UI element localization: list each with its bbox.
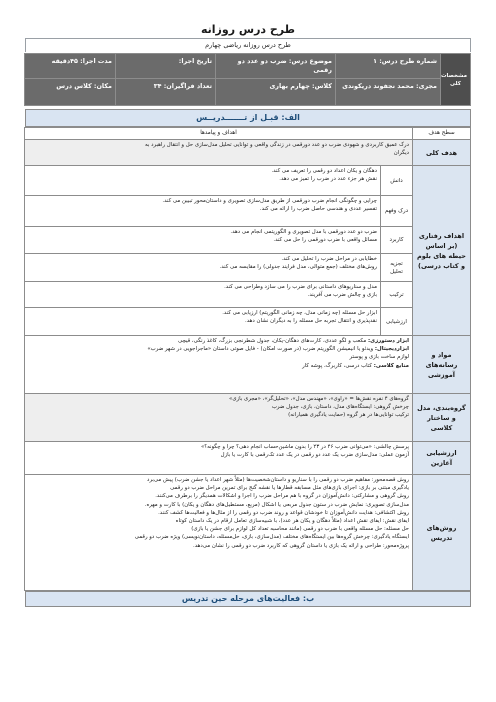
method-line: روش گروهی و مشارکتی: دانش‌آموزان در گروه با هم مراحل ضرب را اجرا و اشکالات همدیگر را برطرف می‌کنند. xyxy=(155,493,409,500)
general-goal-line: درک عمیق کاربردی و شهودی ضرب دو عدد دورقمی در زندگی واقعی و توانایی تحلیل مدل‌سازی حل و انتقال راهبرد به xyxy=(145,142,409,148)
pre-assessment-label: ارزشیابی آغازین xyxy=(413,442,471,475)
teaching-methods-text xyxy=(25,475,413,591)
materials-line xyxy=(28,353,409,361)
bloom-level-evaluation: ارزشیابی xyxy=(381,308,413,336)
level-header: سطح هدف xyxy=(413,128,471,140)
pre-assessment-line: پرسش چالشی: «می‌توانی ضرب ۴۶ در ۲۳ را بدون ماشین‌حساب انجام دهی؟ چرا و چگونه؟» xyxy=(200,444,409,450)
method-line: روش اکتشافی: هدایت دانش‌آموزان تا خودشان قواعد و روند ضرب دو رقمی را از مثال‌ها و فعالیت‌ها کشف کنند. xyxy=(158,509,409,516)
goal-line: ضرب دو عدد دورقمی با مدل تصویری و الگوریتمی انجام می دهد. xyxy=(230,229,377,235)
materials-line-text: کتاب درسی، کاربرگ، پوشه کار xyxy=(302,362,374,369)
materials-line-text: ویدئو یا انیمیشن الگوریتم ضرب (در صورت امکان) - فایل صوتی داستان «ماجراجویی در شهر ضرب» xyxy=(147,346,375,353)
goal-line: نقش هر جزء عدد در ضرب را تمیز می دهد. xyxy=(279,176,377,183)
bloom-row-application xyxy=(25,227,381,254)
class-grade: کلاس: چهارم بهاری xyxy=(216,79,336,106)
section-a-title: الف: قبـل از تـــــــدريــس xyxy=(26,110,471,127)
method-line: پروژه‌محور: طراحی و ارائه یک بازی یا داستان گروهی که کاربرد ضرب دو رقمی را نشان می‌دهد. xyxy=(193,542,409,549)
section-a-heading xyxy=(25,109,471,127)
method-line: یادگیری مبتنی بر بازی: اجرای بازی‌های مثل مسابقه قطارها یا نقشه گنج برای تمرین مراحل ضرب دو رقمی xyxy=(170,485,409,492)
materials-line-bold: منابع کلاسی: xyxy=(373,362,409,369)
teaching-methods-label: روش‌های تدریس xyxy=(413,475,471,591)
duration: مدت اجرا: ۴۵دقیقه xyxy=(25,54,116,79)
materials-line-bold: ابزاردیجیتال: xyxy=(374,346,409,353)
general-goal-text xyxy=(25,140,413,166)
goal-line: دهگان و یکان اعداد دو رقمی را تعریف می کند. xyxy=(271,168,377,174)
goal-line: ابزار حل مسئله (چه زمانی مدل، چه زمانی الگوریتم) ارزیابی می کند. xyxy=(222,310,377,316)
pre-assessment-text xyxy=(25,442,413,475)
bloom-row-analysis xyxy=(25,254,381,282)
goal-line: بازی و چالش ضرب می آفریند. xyxy=(307,292,377,299)
execution-date: تاریخ اجرا: xyxy=(116,54,216,79)
grouping-line: ترکیب توانایی‌ها در هر گروه (حمایت یادگیری همیارانه) xyxy=(288,412,409,419)
materials-line-text: لوازم ساخت بازی و پوستر xyxy=(349,354,409,361)
goals-header: اهداف و پیامدها xyxy=(25,128,413,140)
bloom-row-comprehension xyxy=(25,196,381,227)
general-goal-label: هدف کلی xyxy=(413,140,471,166)
goal-line: روش‌های مختلف (جمع متوالی، مدل فرایند جدولی) را مقایسه می کند. xyxy=(219,264,377,271)
bloom-row-synthesis xyxy=(25,282,381,308)
materials-line xyxy=(28,337,409,345)
document-subtitle: طرح درس روزانه ریاضی چهارم xyxy=(25,38,471,52)
section-b-title: ب: فعالیت‌های مرحله حین تدریس xyxy=(26,592,471,607)
goal-line: مسائل واقعی با ضرب دورقمی را حل می کند. xyxy=(273,237,377,244)
materials-label: مواد و رسانه‌های آموزشی xyxy=(413,336,471,394)
goal-line: چرایی و چگونگی انجام ضرب دورقمی از طریق مدل‌سازی تصویری و داستان‌محور تبیین می کند. xyxy=(162,198,377,204)
goal-line: مدل و سناریوهای داستانی برای ضرب را می سازد وطراحی می کند. xyxy=(224,284,377,290)
bloom-row-knowledge xyxy=(25,166,381,196)
materials-line xyxy=(28,362,409,370)
bloom-level-application: کاربرد xyxy=(381,227,413,254)
grouping-label: گروه‌بندی، مدل و ساختار کلاسی xyxy=(413,394,471,442)
materials-text xyxy=(25,336,413,394)
meta-side-label: مشخصات کلی xyxy=(441,54,471,106)
materials-line-text: مکعب و لگو عددی، کارت‌های دهگان-یکان، جدول شطرنجی بزرگ، کاغذ رنگی، قیچی xyxy=(178,338,368,344)
materials-line xyxy=(28,345,409,353)
bloom-row-evaluation xyxy=(25,308,381,336)
teacher-name: مجری: محمد نجفوند دریکوندی xyxy=(336,79,441,106)
bloom-level-synthesis: ترکیب xyxy=(381,282,413,308)
method-line: روش قصه‌محور: مفاهیم ضرب دو رقمی را با سناریو و داستان‌شخصیت‌ها (مثلاً شهر اعداد یا جشن ضرب) پیش می‌برد xyxy=(147,477,409,483)
grouping-text xyxy=(25,394,413,442)
grouping-line: گروه‌های ۴ نفره نقش‌ها = «راوی»، «مهندس مدل»، «تحلیل‌گر»، «مجری بازی» xyxy=(229,396,409,402)
lesson-topic: موضوع درس: ضرب دو عدد دو رقمی xyxy=(216,54,336,79)
bloom-level-analysis: تجزیه تحلیل xyxy=(381,254,413,282)
grouping-line: چرخش گروهی: ایستگاه‌های مدل، داستان، بازی، جدول ضرب xyxy=(271,404,409,411)
bloom-level-knowledge: دانش xyxy=(381,166,413,196)
document-title: طرح درس روزانه xyxy=(200,23,296,36)
materials-line-bold: ابزار دستورزی: xyxy=(367,338,409,344)
method-line: مدل‌سازی تصویری: نمایش ضرب در ستون جدول مربعی یا اشکال (مربع، مستطیل‌های دهگان و یکان) با کارت و مهره. xyxy=(144,501,409,508)
student-count: تعداد فراگیران: ۳۴ xyxy=(116,79,216,106)
method-line: حل مسئله: حل مسئله واقعی با ضرب دو رقمی (مانند محاسبه تعداد کل لوازم برای جشن یا بازی) xyxy=(191,526,409,533)
section-b-heading xyxy=(25,591,471,607)
meta-table xyxy=(24,53,471,106)
method-line: ایستگاه یادگیری: چرخش گروه‌ها بین ایستگاه‌های مختلف (مدل‌سازی، بازی، حل‌مسئله، داستان‌نویسی) ویژه ضرب دو رقمی xyxy=(134,534,409,541)
behavioral-goals-label: اهداف رفتاری (بر اساس حیطه های بلوم و کتاب درسی) xyxy=(413,166,471,336)
class-place: مکان: کلاس درس xyxy=(25,79,116,106)
bloom-level-comprehension: درک وفهم xyxy=(381,196,413,227)
goal-line: خطایابی در مراحل ضرب را تحلیل می کند. xyxy=(281,256,377,262)
pre-assessment-line: آزمون عملی: مدل‌سازی ضرب یک عدد دو رقمی در یک عدد تک‌رقمی با کارت یا بازل xyxy=(220,452,409,459)
goal-line: نقدپذیری و انتقال تجربه حل مسئله را به دیگران نشان دهد. xyxy=(245,318,377,325)
method-line: ایفای نقش: ایفای نقش اعداد (مثلاً دهگان و یکان هر عدد)، با شبیه‌سازی تعامل ارقام در یک داستان کوتاه xyxy=(175,518,409,525)
goal-line: تفسیر عددی و هندسی حاصل ضرب را ارائه می کند. xyxy=(259,206,377,213)
goals-table xyxy=(24,127,471,591)
general-goal-line: دیگران xyxy=(393,150,409,157)
plan-number: شماره طرح درس: ۱ xyxy=(336,54,441,79)
